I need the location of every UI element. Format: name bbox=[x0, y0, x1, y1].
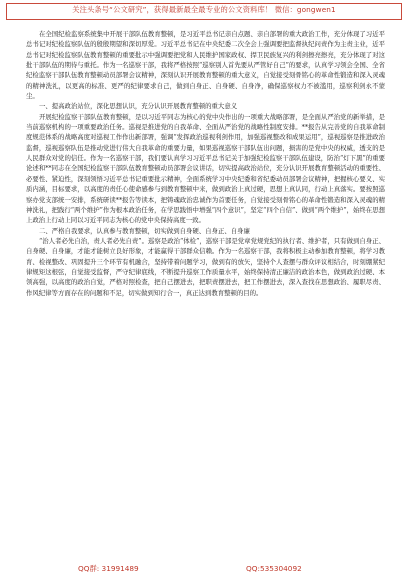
document-body bbox=[26, 29, 385, 557]
banner-text: 关注头条号“公文研究”，获得最新最全最专业的公文资料库！ 微信：gongwen1 bbox=[72, 5, 336, 14]
footer bbox=[0, 563, 408, 577]
footer-qq: QQ:535304092 bbox=[246, 564, 302, 573]
paragraph-intro: 在全国纪检监察系统集中开展干部队伍教育整顿，是习近平总书记亲自点题、亲自部署的重大政治工作，充分体现了习近平总书记对纪检监察队伍的殷殷期望和深切厚爱。习近平总书记在中央纪委二次全会上强调要把监督执纪问责作为主责主业，近平总书记对纪检监察队伍教育整顿的重要批示中强调要把党和人民维护国家政权、捍卫民族复兴的利剑擦亮擦亮，充分体现了对这批干部队伍的期待与重托。作为一名巡察干部，我将严格按照“巡察别人首先要从严管好自己”的要求，认真学习领会全国、全省纪检监察干部队伍教育整顿动员部署会议精神，深刻认识开展教育整顿的重大意义，自觉接受刻骨铭心的革命性锻造和深入灵魂的精神洗礼，以更高的标准、更严的纪律要求自己，做到自身正、自身硬、自身净，确保巡察权力不被滥用，巡察利剑永不蒙尘。 bbox=[26, 30, 385, 101]
footer-qq-group: QQ群: 31991489 bbox=[78, 564, 139, 573]
paragraph-section-2: “治人者必先自治，责人者必先自责”。巡察是政治“体检”，巡察干部是党章党规党纪的执行者、维护者，只有做到自身正、自身硬、自身廉，才能才能树立良好形象，才能赢得干部群众信赖。作为一名巡察干部，我将积极主动参加教育整顿，将学习教育、检视整改、巩固提升三个环节有机融合，坚持带着问题学习，做到有的放矢，坚持个人查摆与群众评议相结合，时刻绷紧纪律规矩这根弦，自觉接受监督，严守纪律底线，不断提升巡察工作质量水平，始终保持清正廉洁的政治本色，做到政治过硬、本领高强，以高度的政治自觉，严格对照检查，把自己摆进去，把职责摆进去，把工作摆进去，深入查找在思想政治、履职尽责、作风纪律等方面存在的问题和不足，切实做到知行合一，真正达到教育整顿的目的。 bbox=[26, 236, 385, 297]
section-heading-2: 二、严格自我要求，认真参与教育整顿，切实做到自身硬、自身正、自身廉 bbox=[39, 226, 250, 235]
section-heading-1: 一、提高政治站位，深化思想认识，充分认识开展教育整顿的重大意义 bbox=[39, 102, 238, 111]
header-banner bbox=[6, 3, 402, 20]
paragraph-section-1: 开展纪检监察干部队伍教育整顿，是以习近平同志为核心的党中央作出的一项重大战略部署，是全面从严治党的新举措，是当前巡察机构的一项重要政治任务。巡视是推进党的自我革命、全面从严治党的战略性制度安排。**报告从完善党的自我革命制度规范体系的战略高度对巡视工作作出新部署，强调“发挥政治巡视利剑作用，加强巡视整改和成果运用”，巡视巡察是推进政治监督，巡视巡察队伍是推动党进行伟大自我革命的重要力量，如果巡视巡察干部队伍出问题，损害的是党中央的权威，透支的是人民群众对党的信任。作为一名巡察干部，我们要认真学习习近平总书记关于加强纪检监察干部队伍建设，防治“灯下黑”的重要论述和**同志在全国纪检监察干部队伍教育整顿动员部署会议讲话，切实提高政治站位，充分认识开展教育整顿活动的重要性、必要性、紧迫性，深刻领悟习近平总书记重要批示精神，全面系统学习中央纪委和省纪委动员部署会议精神，把握核心要义、实质内涵，目标要求，以高度的责任心使命感参与到教育整顿中来，做到政治上真过硬，思想上真认同，行动上真落实。要按照巡察办党支部统一安排，系统研读**报告等读本，把铸魂政治忠诚作为首要任务，自觉接受刻骨铭心的革命性锻造和深入灵魂的精神洗礼，把践行“两个维护”作为根本政治任务，在学思践悟中增强“四个意识”，坚定“四个自信”、做到“两个维护”，始终在思想上政治上行动上同以习近平同志为核心的党中央保持高度一致。 bbox=[26, 112, 385, 225]
